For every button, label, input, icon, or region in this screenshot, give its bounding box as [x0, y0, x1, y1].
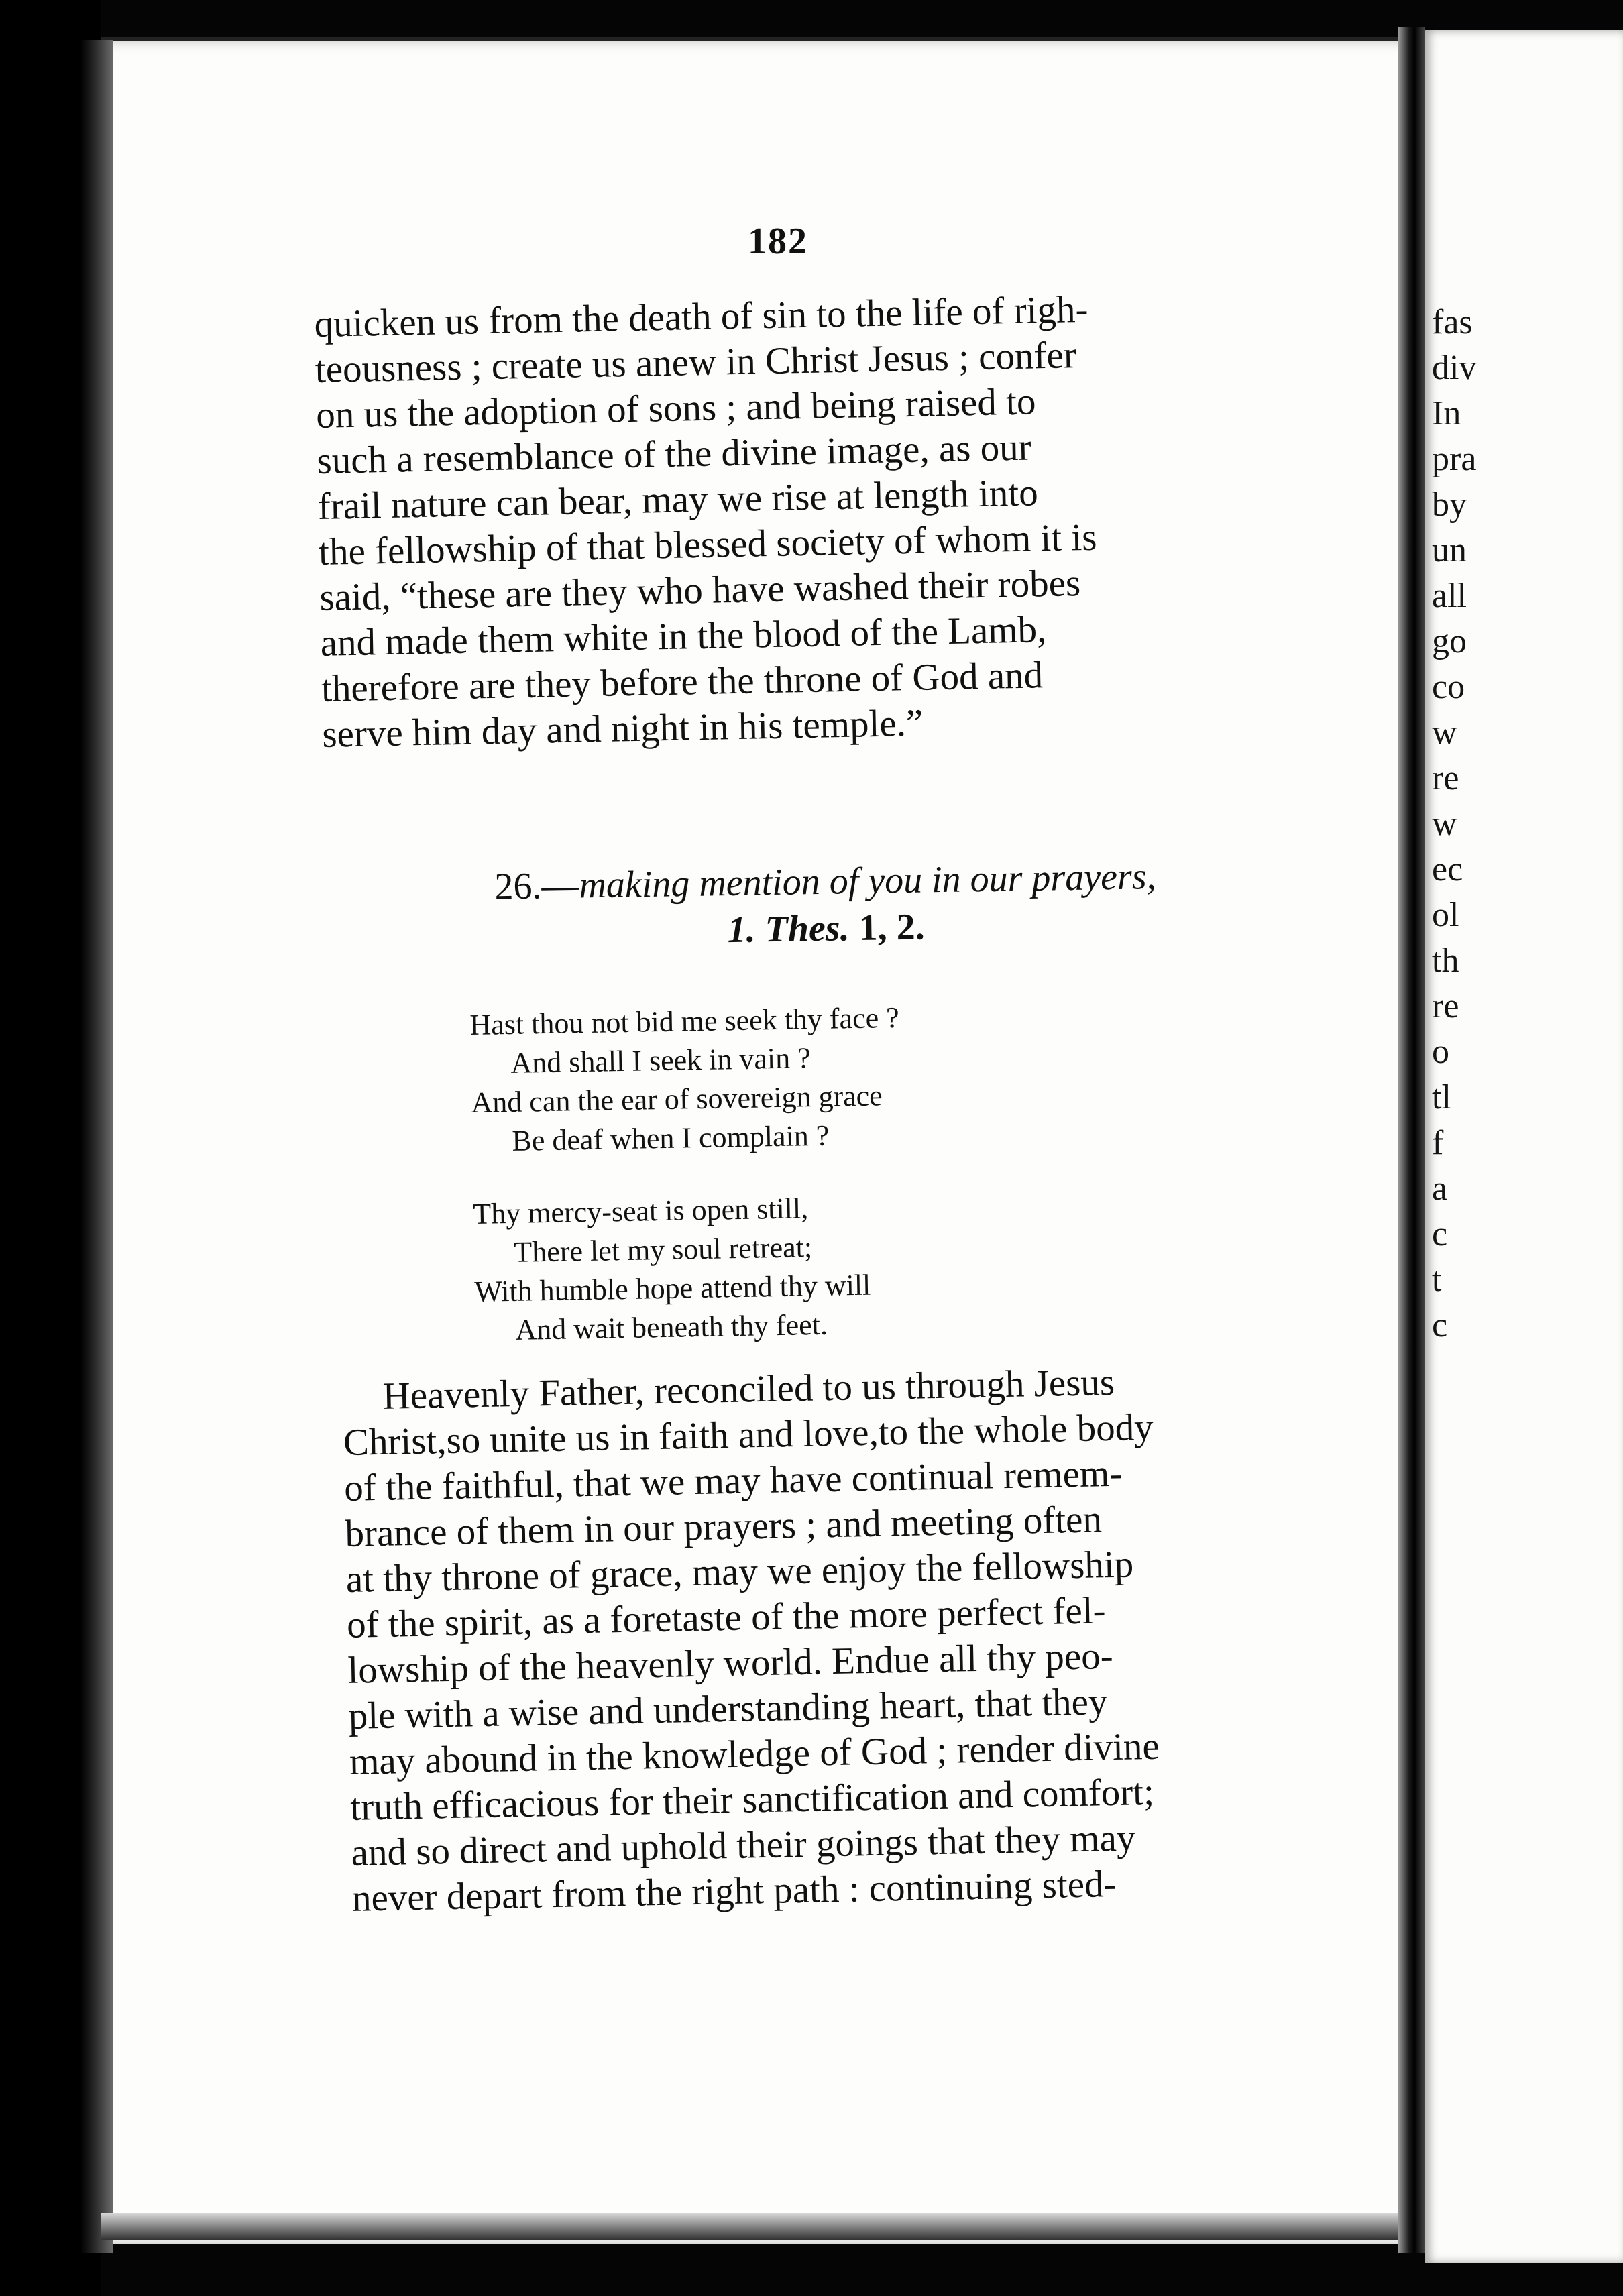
text-line: may abound in the knowledge of God ; render divine — [349, 1725, 1160, 1783]
binding-shadow — [80, 40, 113, 2253]
heading-text: making mention of you in our prayers, — [578, 856, 1156, 907]
page-bottom-edge — [101, 2213, 1415, 2240]
text-line: frail nature can bear, may we rise at length into — [317, 471, 1039, 528]
text-line: teousness ; create us anew in Christ Jesus ; confer — [315, 334, 1077, 391]
text-line: said, “these are they who have washed their robes — [319, 562, 1081, 619]
facing-page-fragment: div — [1432, 349, 1477, 387]
book-page-right — [1425, 30, 1623, 2263]
text-line: and so direct and uphold their goings that they may — [351, 1817, 1136, 1874]
facing-page-fragment: tl — [1432, 1078, 1451, 1116]
facing-page-fragment: a — [1432, 1169, 1448, 1208]
facing-page-fragment: w — [1432, 805, 1457, 843]
hymn-verses — [469, 995, 1079, 1351]
text-line: brance of them in our prayers ; and meeting often — [344, 1498, 1103, 1555]
facing-page-fragment: un — [1432, 531, 1467, 569]
text-line: serve him day and night in his temple.” — [321, 701, 924, 756]
facing-page-fragment: th — [1432, 941, 1459, 980]
facing-page-fragment: ec — [1432, 850, 1463, 888]
text-line: the fellowship of that blessed society of whom it is — [318, 516, 1097, 573]
text-line: such a resemblance of the divine image, as our — [316, 426, 1032, 482]
poem-line: Thy mercy-seat is open still, — [472, 1192, 809, 1230]
facing-page-fragment: o — [1432, 1033, 1449, 1071]
section-heading — [389, 852, 1262, 959]
paragraph-1 — [314, 283, 1295, 758]
poem-line: There let my soul retreat; — [513, 1230, 813, 1269]
poem-line: Be deaf when I complain ? — [512, 1118, 830, 1157]
text-line: Heavenly Father, reconciled to us through Jesus — [382, 1361, 1115, 1418]
paragraph-2 — [342, 1356, 1325, 1922]
facing-page-fragment: all — [1432, 577, 1467, 615]
heading-number: 26.— — [494, 864, 579, 908]
facing-page-fragment: pra — [1432, 440, 1477, 478]
text-line: Christ,so unite us in faith and love,to the whole body — [343, 1405, 1154, 1464]
poem-line: And shall I seek in vain ? — [510, 1041, 812, 1080]
facing-page-fragment: ol — [1432, 896, 1459, 934]
facing-page-fragment: c — [1432, 1306, 1448, 1344]
reference-verse: 1, 2. — [858, 906, 926, 950]
facing-page-fragment: by — [1432, 485, 1467, 524]
text-line: quicken us from the death of sin to the life of righ- — [314, 288, 1088, 345]
facing-page-fragment: re — [1432, 987, 1459, 1025]
text-line: ple with a wise and understanding heart, that they — [348, 1680, 1108, 1737]
poem-line: And can the ear of sovereign grace — [471, 1079, 883, 1119]
text-line: therefore are they before the throne of God and — [321, 654, 1044, 710]
facing-page-fragment: In — [1432, 394, 1461, 433]
text-line: and made them white in the blood of the Lamb, — [320, 608, 1047, 665]
facing-page-fragment: w — [1432, 713, 1457, 752]
facing-page-fragment: t — [1432, 1261, 1442, 1299]
text-line: of the spirit, as a foretaste of the more perfect fel- — [346, 1589, 1107, 1646]
poem-line: And wait beneath thy feet. — [515, 1308, 828, 1346]
reference-book: 1. Thes. — [727, 907, 850, 952]
facing-page-fragment: f — [1432, 1124, 1444, 1162]
text-line: of the faithful, that we may have continual remem- — [343, 1452, 1123, 1509]
text-line: lowship of the heavenly world. Endue all thy peo- — [347, 1635, 1114, 1692]
text-line: truth efficacious for their sanctification and comfort; — [349, 1770, 1155, 1829]
facing-page-fragment: c — [1432, 1215, 1448, 1253]
facing-page-fragment: re — [1432, 759, 1459, 797]
text-line: on us the adoption of sons ; and being raised to — [315, 380, 1037, 437]
book-gutter — [1398, 27, 1425, 2253]
poem-line: With humble hope attend thy will — [474, 1268, 871, 1308]
facing-page-fragment: co — [1432, 668, 1465, 706]
facing-page-fragment: fas — [1432, 303, 1473, 341]
page-number: 182 — [748, 221, 808, 262]
text-line: never depart from the right path : continuing sted- — [351, 1862, 1117, 1920]
poem-line: Hast thou not bid me seek thy face ? — [469, 1000, 900, 1041]
facing-page-fragment: go — [1432, 622, 1467, 661]
text-line: at thy throne of grace, may we enjoy the fellowship — [345, 1543, 1134, 1601]
